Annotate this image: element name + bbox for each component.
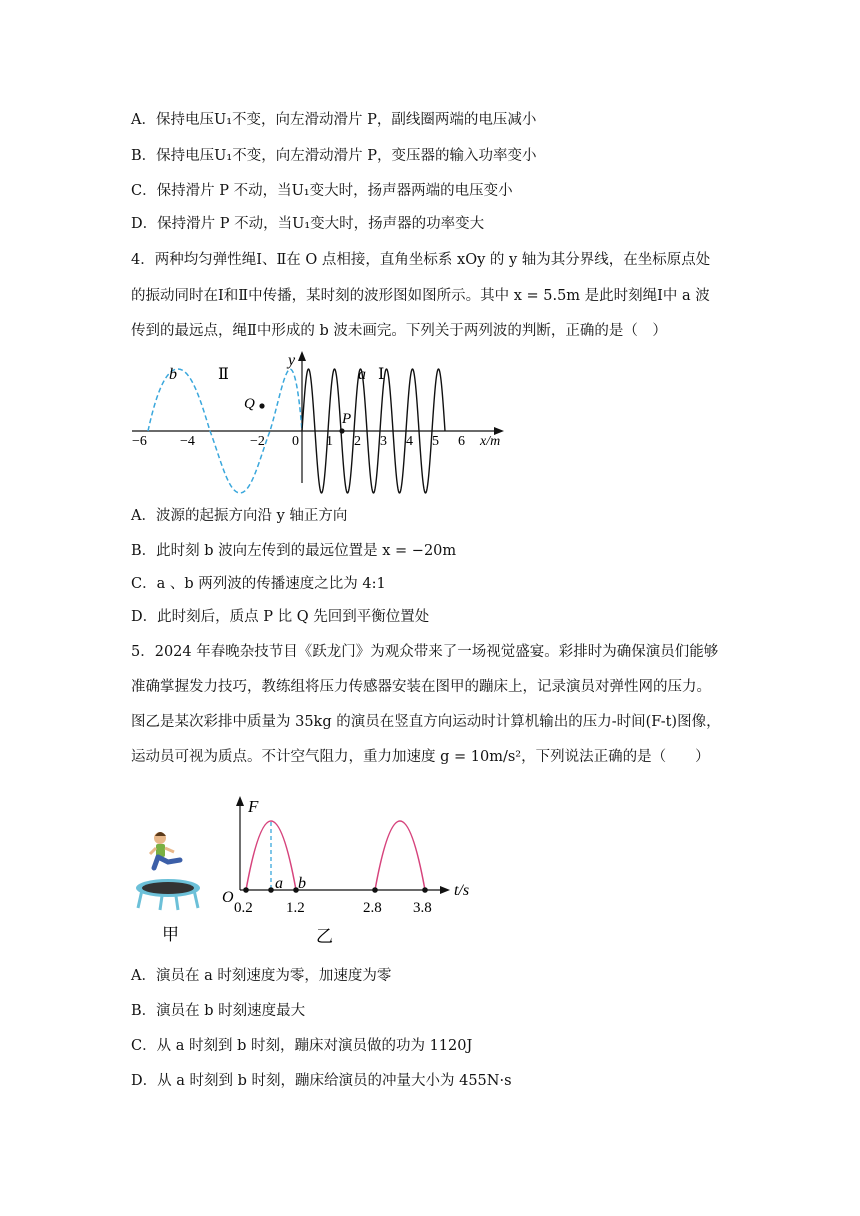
label-II: Ⅱ <box>218 366 229 383</box>
label-P: P <box>342 411 352 427</box>
label-t-axis: t/s <box>454 882 470 899</box>
q5-option-d: D．从 a 时刻到 b 时刻，蹦床给演员的冲量大小为 455N·s <box>131 1073 512 1089</box>
q4-option-a: A．波源的起振方向沿 y 轴正方向 <box>131 508 348 524</box>
q5-option-a: A．演员在 a 时刻速度为零，加速度为零 <box>131 968 392 984</box>
label-I: Ⅰ <box>378 366 385 383</box>
tick-2-8: 2.8 <box>363 900 382 916</box>
force-pulse-2 <box>375 821 425 890</box>
tick-4: 4 <box>406 434 413 449</box>
q3-option-b: B．保持电压U₁不变，向左滑动滑片 P，变压器的输入功率变小 <box>131 148 537 164</box>
q4-option-d: D．此时刻后，质点 P 比 Q 先回到平衡位置处 <box>131 609 430 625</box>
q4-stem-line-1: 4．两种均匀弹性绳Ⅰ、Ⅱ在 O 点相接，直角坐标系 xOy 的 y 轴为其分界线，在坐标原点处 <box>131 252 711 268</box>
tick-neg2: −2 <box>250 434 265 449</box>
tick-6: 6 <box>458 434 465 449</box>
q4-stem-line-3: 传到的最远点，绳Ⅱ中形成的 b 波未画完。下列关于两列波的判断，正确的是（ ） <box>131 323 667 339</box>
tick-3: 3 <box>380 434 387 449</box>
q5-stem-line-3: 图乙是某次彩排中质量为 35kg 的演员在竖直方向运动时计算机输出的压力-时间(F-t)图像， <box>131 714 721 730</box>
tick-neg4: −4 <box>180 434 195 449</box>
tick-2: 2 <box>354 434 361 449</box>
label-point-b: b <box>298 875 306 892</box>
label-O: O <box>222 889 234 906</box>
point-q <box>259 403 264 408</box>
tick-0-2: 0.2 <box>234 900 253 916</box>
label-point-a: a <box>275 875 283 892</box>
tick-5: 5 <box>432 434 439 449</box>
tick-1: 1 <box>326 434 333 449</box>
label-y: y <box>288 352 296 369</box>
q4-option-b: B．此时刻 b 波向左传到的最远位置是 x = −20m <box>131 543 457 559</box>
q5-option-b: B．演员在 b 时刻速度最大 <box>131 1003 306 1019</box>
force-time-figure <box>128 790 488 950</box>
label-origin: 0 <box>292 434 299 449</box>
q4-stem-line-2: 的振动同时在Ⅰ和Ⅱ中传播，某时刻的波形图如图所示。其中 x = 5.5m 是此时刻绳Ⅰ中 a 波 <box>131 288 710 304</box>
label-x-axis: x/m <box>480 434 501 449</box>
q5-stem-line-2: 准确掌握发力技巧，教练组将压力传感器安装在图甲的蹦床上，记录演员对弹性网的压力。 <box>131 679 711 695</box>
caption-yi: 乙 <box>316 927 333 946</box>
q5-stem-line-4: 运动员可视为质点。不计空气阻力，重力加速度 g = 10m/s²，下列说法正确的是（ ） <box>131 749 710 765</box>
label-a: a <box>358 366 366 383</box>
performer-illustration <box>150 832 180 868</box>
tick-neg6: −6 <box>132 434 147 449</box>
label-F: F <box>248 797 259 816</box>
tick-3-8: 3.8 <box>413 900 432 916</box>
label-b: b <box>169 366 177 383</box>
trampoline-illustration <box>136 879 200 910</box>
q3-option-d: D．保持滑片 P 不动，当U₁变大时，扬声器的功率变大 <box>131 216 485 232</box>
q5-option-c: C．从 a 时刻到 b 时刻，蹦床对演员做的功为 1120J <box>131 1038 473 1054</box>
q3-option-a: A．保持电压U₁不变，向左滑动滑片 P，副线圈两端的电压减小 <box>131 112 537 128</box>
label-Q: Q <box>244 396 255 412</box>
wave-figure <box>120 345 520 495</box>
q3-option-c: C．保持滑片 P 不动，当U₁变大时，扬声器两端的电压变小 <box>131 183 513 199</box>
caption-jia: 甲 <box>162 925 179 944</box>
q4-option-c: C．a 、b 两列波的传播速度之比为 4:1 <box>131 576 386 592</box>
q5-stem-line-1: 5．2024 年春晚杂技节目《跃龙门》为观众带来了一场视觉盛宴。彩排时为确保演员们能够 <box>131 644 719 660</box>
point-p <box>339 428 344 433</box>
tick-1-2: 1.2 <box>286 900 305 916</box>
